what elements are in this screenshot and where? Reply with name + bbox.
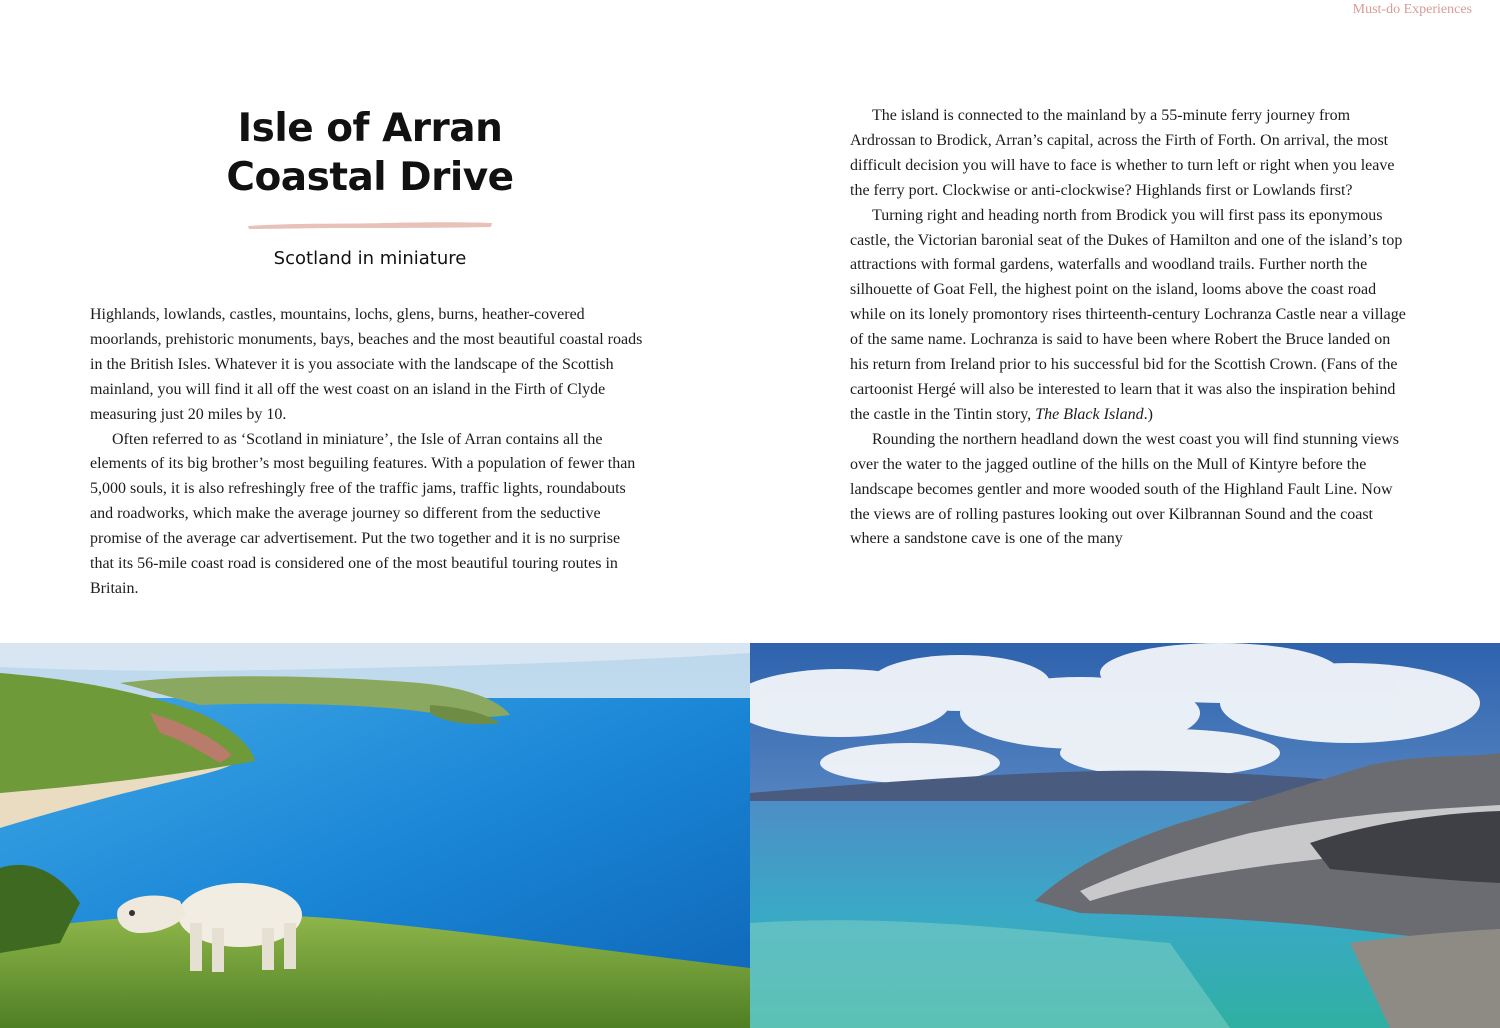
photo-bay-illustration [0,643,750,1028]
paragraph-text-end: .) [1143,405,1153,423]
right-column [850,104,1406,552]
body-paragraph: Highlands, lowlands, castles, mountains, lochs, glens, burns, heather-covered moorlands, prehistoric monuments, bays, beaches and the most beautiful coastal roads in the British Isles. Whatever it is you associate with the landscape of the Scottish mainland, you will find it all off the west coast on an island in the Firth of Clyde measuring just 20 miles by 10. [90,306,643,423]
photo-shore-illustration [750,643,1500,1028]
running-head: Must-do Experiences [1352,2,1472,17]
photo-rocky-shore [750,643,1500,1028]
book-title: The Black Island [1035,405,1144,423]
article-subtitle: Scotland in miniature [273,248,467,269]
body-paragraph: Rounding the northern headland down the west coast you will find stunning views over the water to the jagged outline of the hills on the Mull of Kintyre before the landscape becomes gentler and more wooded south of the Highland Fault Line. Now the views are of rolling pastures looking out over Kilbrannan Sound and the coast where a sandstone cave is one of the many [850,430,1400,548]
left-column [90,303,646,602]
article-title [90,104,650,202]
body-paragraph: Often referred to as ‘Scotland in miniature’, the Isle of Arran contains all the elements of its big brother’s most beguiling features. With a population of fewer than 5,000 souls, it is also refreshingly free of the traffic jams, traffic lights, roundabouts and roadworks, which make the average journey so different from the seductive promise of the average car advertisement. Put the two together and it is no surprise that its 56-mile coast road is considered one of the most beautiful touring routes in Britain. [90,430,636,597]
photo-bay-with-cow [0,643,750,1028]
body-paragraph: The island is connected to the mainland by a 55-minute ferry journey from Ardrossan to Brodick, Arran’s capital, across the Firth of Forth. On arrival, the most difficult decision you will have to face is whether to turn left or right when you leave the ferry port. Clockwise or anti-clockwise? Highlands first or Lowlands first? [850,107,1395,199]
body-paragraph [850,204,1406,428]
title-line-1: Isle of Arran [237,106,503,151]
paragraph-text: Turning right and heading north from Brodick you will first pass its eponymous castle, the Victorian baronial seat of the Dukes of Hamilton and one of the island’s top attractions with formal gardens, waterfalls and woodland trails. Further north the silhouette of Goat Fell, the highest point on the island, looms above the coast road while on its lonely promontory rises thirteenth-century Lochranza Castle near a village of the same name. Lochranza is said to have been where Robert the Bruce landed on his return from Ireland prior to his successful bid for the Scottish Crown. (Fans of the cartoonist Hergé will also be interested to learn that it was also the inspiration behind the castle in the Tintin story, [850,206,1406,423]
brush-divider [246,220,494,230]
title-line-2: Coastal Drive [226,155,514,200]
title-block [90,104,650,269]
